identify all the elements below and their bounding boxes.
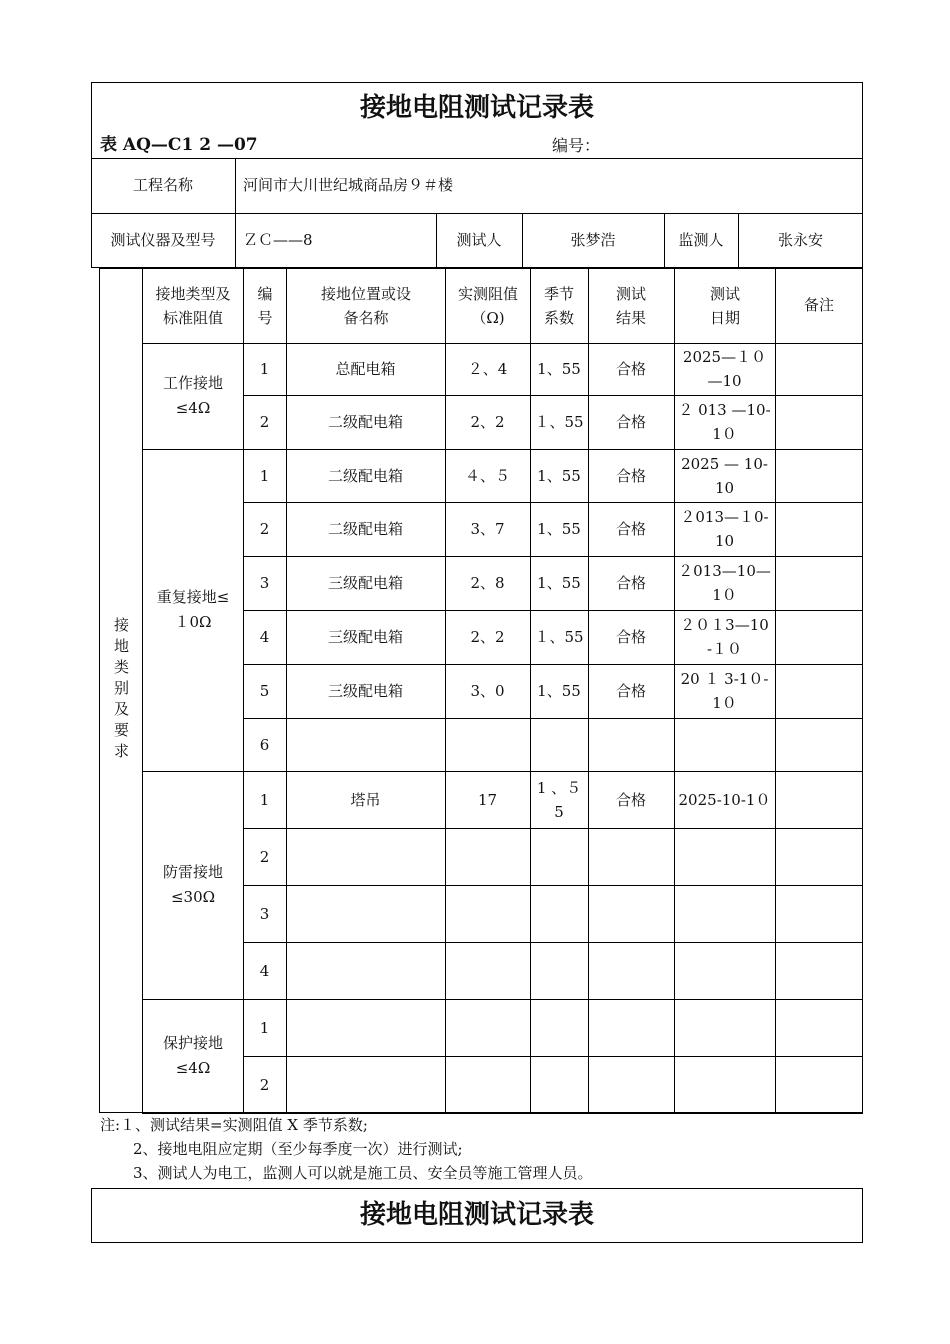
cell-location	[286, 942, 445, 999]
header-no: 编号	[257, 284, 273, 327]
cell-location	[286, 718, 445, 771]
cell-result: 合格	[615, 574, 646, 592]
supervisor-label: 监测人	[678, 231, 724, 249]
supervisor-value: 张永安	[777, 231, 823, 249]
cell-result: 合格	[615, 466, 646, 485]
cell-location: 三级配电箱	[327, 574, 403, 592]
tester-value: 张梦浩	[570, 231, 616, 249]
cell-result	[588, 999, 674, 1056]
cell-season: 1、55	[537, 682, 581, 700]
cell-season	[530, 1056, 588, 1113]
cell-date	[674, 942, 775, 999]
cell-resistance: 2、8	[470, 574, 505, 592]
cell-date: 2025—１０—10	[682, 348, 767, 390]
note-1: 注:１、测试结果=实测阻值 X 季节系数;	[100, 1116, 368, 1134]
cell-result: 合格	[615, 628, 646, 646]
cell-result: 合格	[615, 682, 646, 700]
cell-result: 合格	[615, 413, 646, 431]
header-season: 季节系数	[543, 284, 574, 327]
cell-resistance: ４、５	[464, 466, 510, 485]
cell-location	[286, 999, 445, 1056]
cell-date: ２ 013 —10-1０	[678, 401, 771, 443]
cell-location	[286, 828, 445, 885]
cell-date: ２013—１0-10	[680, 508, 769, 550]
cell-resistance: 2、2	[470, 413, 505, 431]
cell-no: 3	[259, 904, 270, 923]
tester-label: 测试人	[456, 231, 502, 249]
cell-result	[588, 885, 674, 942]
cell-result: 合格	[615, 360, 646, 378]
cell-no: 4	[259, 961, 270, 980]
cell-result	[588, 1056, 674, 1113]
cell-season: 1 、５5	[536, 778, 582, 821]
cell-resistance: 3、0	[470, 682, 505, 700]
group-label: 防雷接地≤30Ω	[162, 863, 223, 906]
cell-season	[530, 885, 588, 942]
cell-season: １、55	[534, 628, 584, 646]
cell-no: 1	[259, 1018, 270, 1037]
group-label: 保护接地≤4Ω	[162, 1034, 223, 1077]
cell-resistance: 2、2	[470, 628, 505, 646]
note-2: 2、接地电阻应定期（至少每季度一次）进行测试;	[133, 1140, 463, 1158]
cell-no: 6	[259, 735, 270, 754]
cell-location: 总配电箱	[335, 360, 396, 378]
cell-no: 3	[259, 574, 270, 592]
cell-location: 三级配电箱	[327, 682, 403, 700]
cell-no: 2	[259, 413, 270, 431]
cell-no: 2	[259, 1075, 270, 1094]
header-date: 测试日期	[709, 284, 740, 327]
number-label: 编号：	[552, 135, 601, 155]
instrument-label: 测试仪器及型号	[110, 231, 216, 249]
cell-season	[530, 942, 588, 999]
cell-date: 2025 — 10-10	[681, 454, 768, 497]
cell-no: 2	[259, 520, 270, 538]
cell-result	[588, 942, 674, 999]
cell-location	[286, 1056, 445, 1113]
cell-no: 4	[259, 628, 270, 646]
cell-resistance	[445, 999, 530, 1056]
cell-resistance: 3、7	[470, 520, 505, 538]
cell-resistance	[445, 1056, 530, 1113]
group-label: 重复接地≤１0Ω	[156, 588, 230, 631]
cell-date	[674, 999, 775, 1056]
cell-result	[588, 718, 674, 771]
cell-no: 1	[259, 466, 270, 485]
cell-season: 1、55	[537, 466, 581, 485]
header-result: 测试结果	[615, 284, 646, 327]
cell-resistance	[445, 718, 530, 771]
divider	[142, 268, 143, 1113]
note-3: 3、测试人为电工，监测人可以就是施工员、安全员等施工管理人员。	[133, 1164, 593, 1182]
cell-season	[530, 999, 588, 1056]
cell-location: 三级配电箱	[327, 628, 403, 646]
header-location: 接地位置或设备名称	[320, 284, 411, 327]
cell-location	[286, 885, 445, 942]
footer-title: 接地电阻测试记录表	[359, 1199, 594, 1230]
cell-resistance	[445, 885, 530, 942]
group-label: 工作接地≤4Ω	[162, 374, 223, 417]
header-type: 接地类型及标准阻值	[155, 284, 231, 327]
header-remark: 备注	[803, 296, 834, 314]
cell-resistance	[445, 942, 530, 999]
cell-date	[674, 828, 775, 885]
cell-date	[674, 1056, 775, 1113]
side-label: 接地类别及要求	[112, 617, 130, 764]
cell-date	[674, 885, 775, 942]
cell-no: 2	[259, 847, 270, 866]
cell-date: ２０１3—10-１０	[680, 616, 769, 658]
cell-location: 二级配电箱	[327, 520, 403, 538]
cell-no: 1	[259, 360, 270, 378]
cell-season: 1、55	[537, 574, 581, 592]
cell-no: 1	[259, 790, 270, 809]
cell-resistance	[445, 828, 530, 885]
cell-no: 5	[259, 682, 270, 700]
cell-resistance: ２、4	[467, 360, 508, 378]
cell-season	[530, 828, 588, 885]
project-label: 工程名称	[132, 176, 193, 194]
cell-resistance: 17	[477, 790, 498, 809]
page-title: 接地电阻测试记录表	[359, 92, 594, 123]
cell-date	[674, 718, 775, 771]
cell-season	[530, 718, 588, 771]
cell-location: 二级配电箱	[327, 413, 403, 431]
cell-date: 2025-10-1０	[678, 790, 771, 809]
cell-result: 合格	[615, 790, 646, 809]
cell-location: 二级配电箱	[327, 466, 403, 485]
header-resistance: 实测阻值（Ω)	[457, 284, 518, 327]
cell-date: 20 １ 3-1０-1０	[680, 670, 769, 712]
cell-result: 合格	[615, 520, 646, 538]
cell-result	[588, 828, 674, 885]
form-code: 表 AQ—C1 2 —07	[100, 134, 258, 155]
cell-location: 塔吊	[350, 790, 381, 809]
cell-season: １、55	[534, 413, 584, 431]
cell-season: 1、55	[537, 520, 581, 538]
cell-date: ２013—10—1０	[678, 562, 771, 604]
project-name: 河间市大川世纪城商品房９＃楼	[243, 176, 454, 194]
instrument-value: ＺＣ——8	[243, 231, 313, 249]
cell-season: 1、55	[537, 360, 581, 378]
